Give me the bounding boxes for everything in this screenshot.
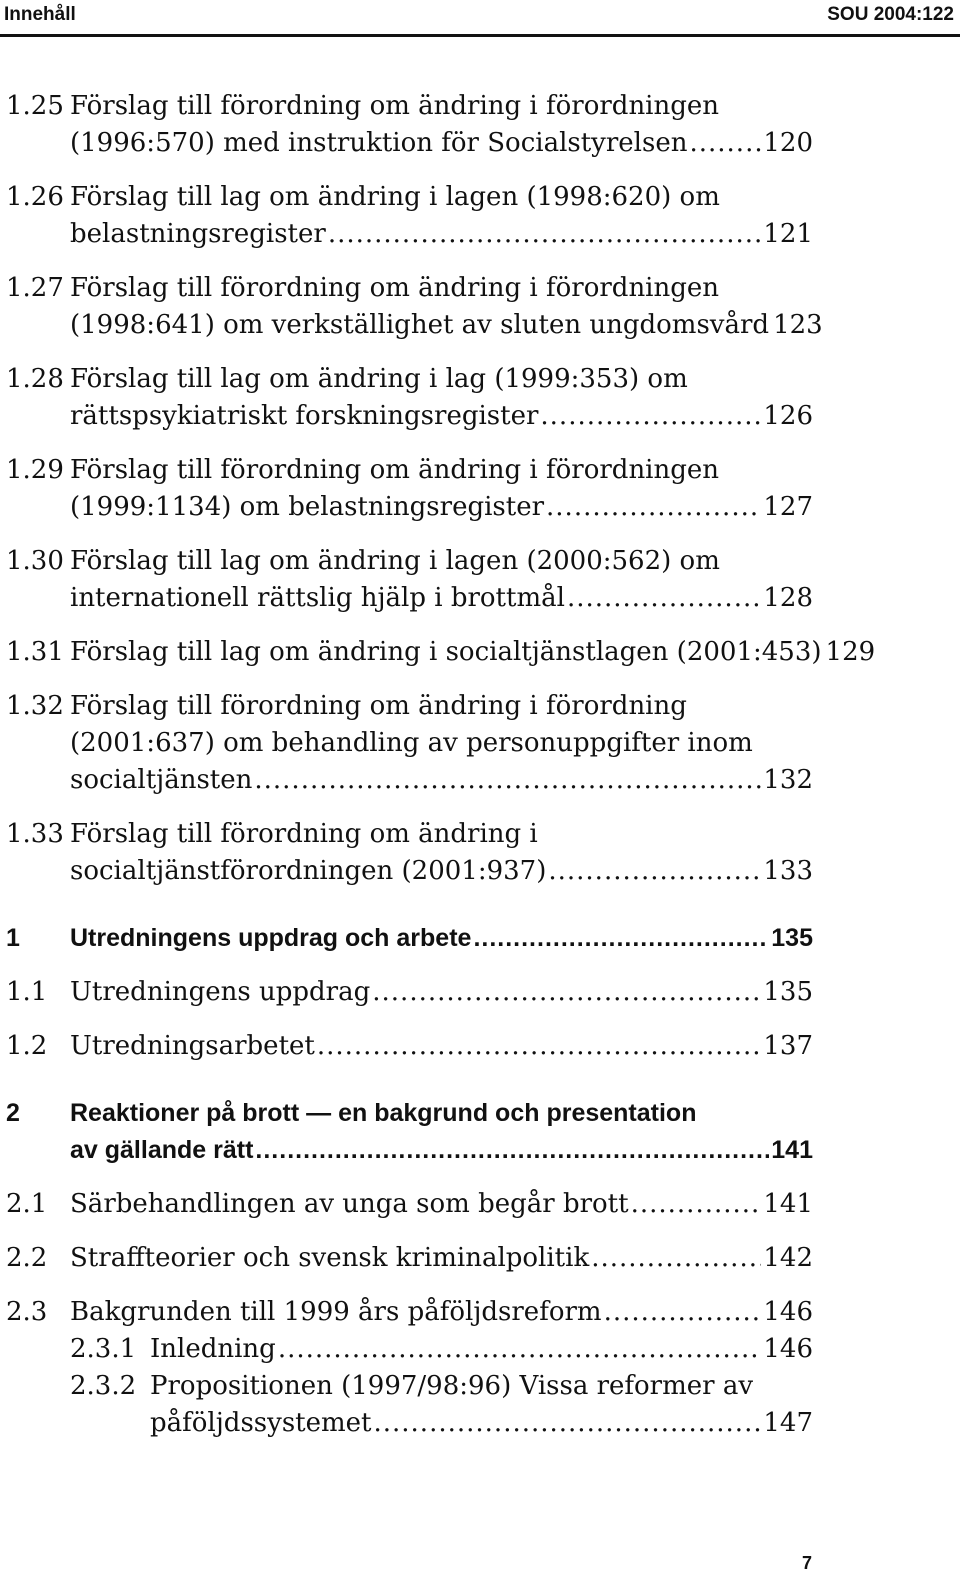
toc-entry-number: 1.1 <box>6 977 48 1007</box>
dot-leader <box>546 489 761 526</box>
toc-entry-page: 147 <box>763 1408 813 1438</box>
toc-entry-title-last: belastningsregister <box>70 219 326 249</box>
header-rule <box>0 34 960 37</box>
toc-entry-number: 2.3 <box>6 1297 48 1327</box>
dot-leader <box>631 1186 762 1223</box>
toc-entry-page: 141 <box>763 1189 813 1219</box>
toc-entry-title-last: Särbehandlingen av unga som begår brott <box>70 1189 629 1219</box>
toc-entry-title-line: Förslag till lag om ändring i lag (1999:353) om <box>70 364 688 394</box>
toc-entry-2-3-1[interactable] <box>0 1331 813 1368</box>
chapter-title-last: av gällande rätt <box>70 1136 254 1164</box>
toc-entry-title-last: (1998:641) om verkställighet av sluten ungdomsvård <box>70 310 770 340</box>
toc-entry-title-line: Propositionen (1997/98:96) Vissa reformer av <box>150 1371 754 1401</box>
toc-entry-1-30[interactable] <box>0 543 813 617</box>
toc-entry-title-line: Förslag till förordning om ändring i förordningen <box>70 273 720 303</box>
dot-leader <box>254 762 761 799</box>
toc-entry-page: 146 <box>763 1334 813 1364</box>
toc-entry-title-line: Förslag till förordning om ändring i förordningen <box>70 455 720 485</box>
toc-entry-1-25[interactable] <box>0 88 813 162</box>
header-document-id: SOU 2004:122 <box>827 4 954 25</box>
toc-entry-page: 133 <box>763 856 813 886</box>
toc-entry-page: 135 <box>763 977 813 1007</box>
toc-entry-title-last: påföljdssystemet <box>150 1408 372 1438</box>
header-section-title: Innehåll <box>4 4 76 25</box>
toc-entry-title-last: Inledning <box>150 1334 276 1364</box>
running-header <box>0 0 960 30</box>
toc-entry-number: 1.27 <box>6 273 64 303</box>
toc-entry-number: 1.28 <box>6 364 64 394</box>
toc-entry-page: 121 <box>763 219 813 249</box>
toc-entry-title-line: Förslag till förordning om ändring i <box>70 819 538 849</box>
toc-entry-page: 126 <box>763 401 813 431</box>
toc-entry-title-line: Förslag till förordning om ändring i förordning <box>70 691 687 721</box>
chapter-page: 135 <box>771 924 813 952</box>
toc-entry-number: 2.3.1 <box>70 1334 137 1364</box>
toc-entry-title-last: rättspsykiatriskt forskningsregister <box>70 401 539 431</box>
toc-entry-2-3-2[interactable] <box>0 1368 813 1442</box>
dot-leader <box>548 853 761 890</box>
toc-entry-number: 1.25 <box>6 91 64 121</box>
dot-leader <box>372 974 761 1011</box>
toc-entry-page: 123 <box>773 310 823 340</box>
toc-entry-title-line: (2001:637) om behandling av personuppgifter inom <box>70 728 753 758</box>
chapter-number: 2 <box>6 1099 20 1127</box>
toc-entry-1-31[interactable] <box>0 634 876 671</box>
toc-entry-1-1[interactable] <box>0 974 813 1011</box>
toc-entry-2-2[interactable] <box>0 1240 813 1277</box>
toc-entry-number: 1.31 <box>6 637 64 667</box>
toc-entry-title-line: Förslag till förordning om ändring i förordningen <box>70 91 720 121</box>
toc-entry-page: 129 <box>825 637 876 667</box>
toc-entry-page: 142 <box>763 1243 813 1273</box>
chapter-number: 1 <box>6 924 20 952</box>
chapter-page: 141 <box>771 1136 813 1164</box>
toc-entry-page: 128 <box>763 583 813 613</box>
toc-entry-title-last: Utredningsarbetet <box>70 1031 315 1061</box>
toc-entry-1-2[interactable] <box>0 1028 813 1065</box>
toc-entry-1-27[interactable] <box>0 270 823 344</box>
toc-entry-title-line: Förslag till lag om ändring i lagen (1998:620) om <box>70 182 720 212</box>
toc-entry-number: 1.26 <box>6 182 64 212</box>
toc-entry-number: 2.2 <box>6 1243 48 1273</box>
toc-entry-title-last: (1999:1134) om belastningsregister <box>70 492 545 522</box>
toc-entry-1-28[interactable] <box>0 361 813 435</box>
toc-entry-page: 127 <box>763 492 813 522</box>
toc-entry-number: 1.32 <box>6 691 64 721</box>
toc-entry-title-last: socialtjänstförordningen (2001:937) <box>70 856 547 886</box>
toc-entry-title-line: Förslag till lag om ändring i lagen (2000:562) om <box>70 546 720 576</box>
table-of-contents <box>0 88 960 1459</box>
toc-entry-page: 137 <box>763 1031 813 1061</box>
toc-entry-page: 132 <box>763 765 813 795</box>
chapter-title: Utredningens uppdrag och arbete <box>70 924 472 952</box>
dot-leader <box>473 920 769 957</box>
toc-entry-title-last: socialtjänsten <box>70 765 253 795</box>
toc-entry-number: 2.1 <box>6 1189 48 1219</box>
dot-leader <box>317 1028 762 1065</box>
dot-leader <box>540 398 761 435</box>
toc-entry-1-33[interactable] <box>0 816 813 890</box>
toc-entry-page: 146 <box>763 1297 813 1327</box>
toc-entry-title-last: Utredningens uppdrag <box>70 977 371 1007</box>
dot-leader <box>689 125 761 162</box>
dot-leader <box>373 1405 761 1442</box>
toc-entry-title-last: Bakgrunden till 1999 års påföljdsreform <box>70 1297 602 1327</box>
chapter-title-line: Reaktioner på brott — en bakgrund och presentation <box>70 1099 697 1127</box>
toc-entry-number: 1.30 <box>6 546 64 576</box>
toc-entry-number: 1.29 <box>6 455 64 485</box>
toc-entry-1-29[interactable] <box>0 452 813 526</box>
toc-entry-1-26[interactable] <box>0 179 813 253</box>
toc-entry-title-last: (1996:570) med instruktion för Socialstyrelsen <box>70 128 688 158</box>
dot-leader <box>567 580 761 617</box>
page-number: 7 <box>801 1553 812 1573</box>
dot-leader <box>591 1240 761 1277</box>
toc-entry-title-last: internationell rättslig hjälp i brottmål <box>70 583 565 613</box>
dot-leader <box>328 216 762 253</box>
toc-entry-1-32[interactable] <box>0 688 813 799</box>
toc-entry-page: 120 <box>763 128 813 158</box>
toc-entry-number: 1.2 <box>6 1031 48 1061</box>
toc-entry-title-last: Straffteorier och svensk kriminalpolitik <box>70 1243 590 1273</box>
dot-leader <box>255 1132 769 1169</box>
toc-chapter-1[interactable] <box>0 920 813 957</box>
dot-leader <box>604 1294 762 1331</box>
toc-entry-number: 1.33 <box>6 819 64 849</box>
toc-entry-2-3[interactable] <box>0 1294 813 1331</box>
toc-entry-number: 2.3.2 <box>70 1371 137 1401</box>
toc-entry-2-1[interactable] <box>0 1186 813 1223</box>
toc-chapter-2[interactable] <box>0 1095 813 1169</box>
toc-entry-title-last: Förslag till lag om ändring i socialtjänstlagen (2001:453) <box>70 637 822 667</box>
dot-leader <box>278 1331 762 1368</box>
